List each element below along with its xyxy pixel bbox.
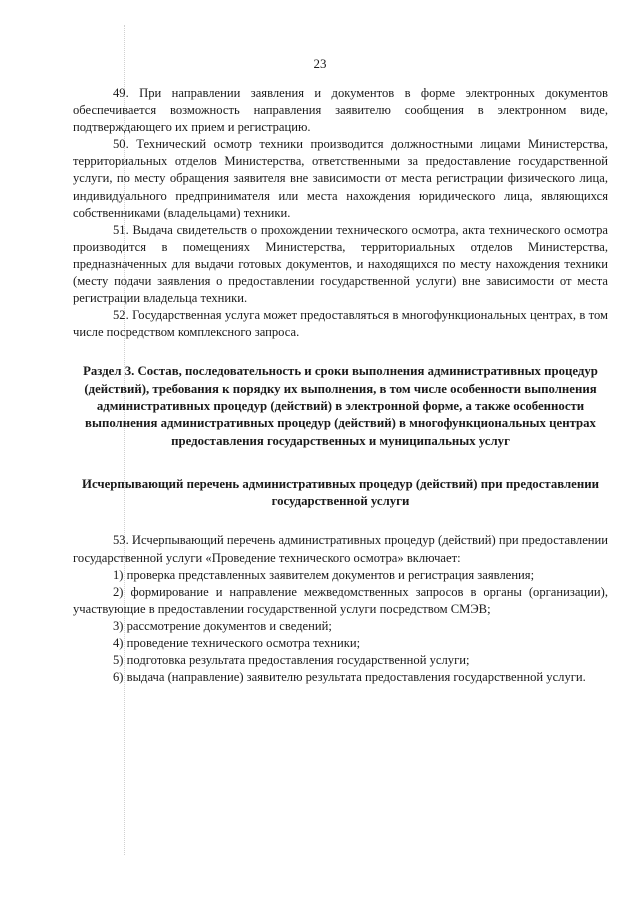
page-number: 23 [313,56,327,71]
section-3-heading: Раздел 3. Состав, последовательность и сроки выполнения административных процедур (действий), требования к порядку их выполнения, в том числе особенности выполнения административных процедур (действий) в электронной форме, а также особенности выполнения административных процедур (действий) в многофункциональных центрах предоставления государственных и муниципальных услуг [83,364,598,448]
paragraph-49: 49. При направлении заявления и документов в форме электронных документов обеспечивается возможность направления заявителю сообщения в электронном виде, подтверждающего их прием и регистрацию. [73,86,608,135]
paragraph-52: 52. Государственная услуга может предоставляться в многофункциональных центрах, в том числе посредством комплексного запроса. [73,308,608,340]
paragraph-50: 50. Технический осмотр техники производится должностными лицами Министерства, территориальных отделов Министерства, ответственными за предоставление государственной услуги, по месту обращения заявителя вне зависимости от места регистрации физического лица, индивидуального предпринимателя или места нахождения юридического лица, являющихся собственниками (владельцами) техники. [73,137,608,220]
list-item-4: 4) проведение технического осмотра техники; [113,636,361,651]
list-item-5: 5) подготовка результата предоставления государственной услуги; [113,653,470,668]
list-item-6: 6) выдача (направление) заявителю результата предоставления государственной услуги. [113,670,586,685]
paragraph-53: 53. Исчерпывающий перечень административных процедур (действий) при предоставлении государственной услуги «Проведение технического осмотра» включает: [73,533,608,565]
paragraph-51: 51. Выдача свидетельств о прохождении технического осмотра, акта технического осмотра производится в помещениях Министерства, территориальных отделов Министерства, предназначенных для выдачи готовых документов, и находящихся по месту нахождения техники (месту подачи заявления о предоставлении государственной услуги) вне зависимости от места регистрации владельца техники. [73,222,608,306]
procedures-list-heading: Исчерпывающий перечень административных процедур (действий) при предоставлении государственной услуги [82,476,599,509]
document-body [73,85,608,686]
list-item-2: 2) формирование и направление межведомственных запросов в органы (организации), участвующие в предоставлении государственной услуги посредством СМЭВ; [73,584,608,616]
list-item-3: 3) рассмотрение документов и сведений; [113,618,332,633]
list-item-1: 1) проверка представленных заявителем документов и регистрация заявления; [113,567,535,582]
